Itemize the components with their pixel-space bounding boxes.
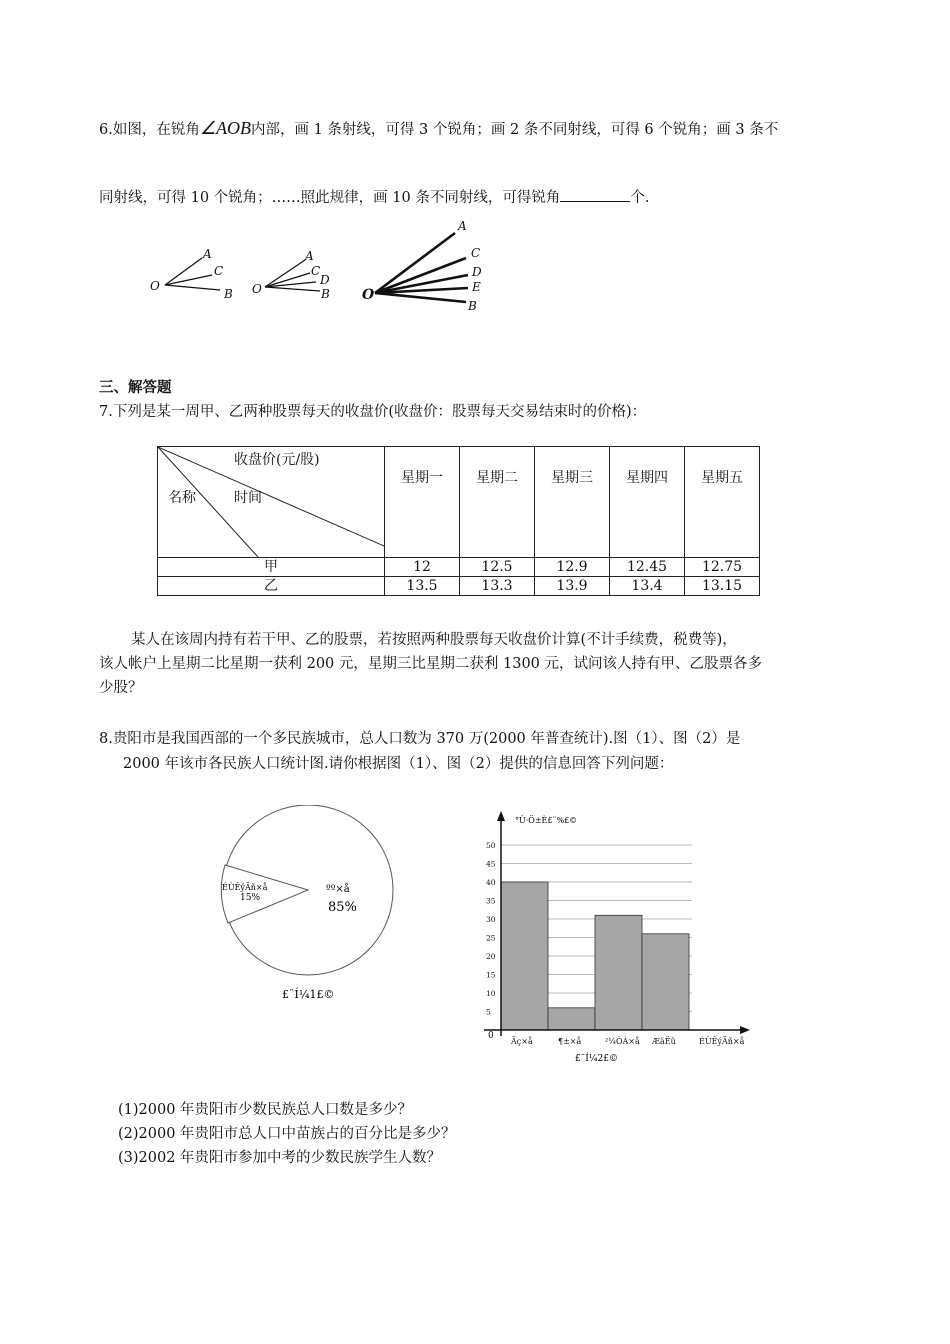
pie-pct-han: 85%: [328, 900, 357, 915]
pie-label-han: ºº×å: [326, 884, 350, 895]
price-cell: 12.75: [685, 558, 760, 577]
q6-line1: [99, 118, 778, 139]
x-tick-label: ¶±×å: [558, 1037, 582, 1046]
q6-line2-pre: 同射线，可得 10 个锐角；……照此规律，画 10 条不同射线，可得锐角: [99, 190, 561, 206]
bar-chart: [470, 808, 760, 1068]
bar-chart-caption: £¨Í¼2£©: [575, 1054, 618, 1064]
bar: [642, 934, 689, 1030]
angle-aob: ∠AOB: [199, 118, 251, 138]
fig3-e: E: [472, 280, 481, 294]
fig1-o: O: [150, 279, 160, 293]
q8-line1: 8.贵阳市是我国西部的一个多民族城市，总人口数为 370 万(2000 年普查统计).图（1）、图（2）是: [99, 731, 741, 747]
fig3-d: D: [472, 265, 482, 279]
y-tick-label: 50: [486, 841, 496, 850]
y-axis-arrow: [497, 811, 505, 821]
day-header: 星期一: [385, 447, 460, 558]
fig2-b: B: [321, 287, 330, 301]
y-tick-label: 35: [486, 896, 496, 906]
fig3-o: O: [362, 287, 375, 303]
fig2-c: C: [311, 264, 321, 278]
y-tick-label: 20: [486, 952, 496, 961]
bar: [501, 882, 548, 1030]
y-tick-label: 15: [486, 970, 496, 980]
price-cell: 12: [385, 558, 460, 577]
sub-question: (1)2000 年贵阳市少数民族总人口数是多少？: [118, 1102, 413, 1118]
angle-figure-1: [165, 258, 220, 290]
fig3-b: B: [468, 299, 477, 313]
sub-question: (2)2000 年贵阳市总人口中苗族占的百分比是多少？: [118, 1126, 456, 1142]
q7-para-line3: 少股？: [99, 680, 143, 696]
q7-para-line2: 该人帐户上星期二比星期一获利 200 元，星期三比星期二获利 1300 元，试问该人持有甲、乙股票各多: [99, 656, 763, 672]
x-axis-arrow: [740, 1026, 750, 1034]
bar: [595, 915, 642, 1030]
day-header: 星期四: [610, 447, 685, 558]
day-header: 星期五: [685, 447, 760, 558]
fig1-b: B: [224, 287, 233, 301]
q7-intro: 7.下列是某一周甲、乙两种股票每天的收盘价(收盘价：股票每天交易结束时的价格)：: [99, 404, 647, 420]
fig1-c: C: [214, 264, 224, 278]
x-tick-label: Ãç×å: [511, 1037, 533, 1046]
price-cell: 12.45: [610, 558, 685, 577]
fig2-o: O: [252, 282, 262, 296]
section-title: 三、解答题: [99, 380, 172, 396]
price-cell: 13.4: [610, 577, 685, 596]
pie-label-minority: ÉÙÊýÃñ×å: [222, 883, 268, 892]
day-header: 星期三: [535, 447, 610, 558]
row-name: 乙: [158, 577, 385, 596]
row-name: 甲: [158, 558, 385, 577]
fig2-a: A: [305, 249, 314, 263]
q6-line1-pre: 6.如图，在锐角: [99, 122, 200, 138]
q6-line2-post: 个.: [630, 190, 650, 206]
q6-line2: [99, 186, 649, 207]
x-tick-label: ÆäËû: [652, 1037, 676, 1046]
corner-left-label: 名称: [168, 490, 196, 506]
stock-table: [157, 446, 760, 596]
x-tick-label: ²¼ÒÀ×å: [605, 1037, 640, 1046]
bar-chart-title: °Ù·Ö±È£¨%£©: [515, 816, 578, 825]
corner-cell: [158, 447, 385, 558]
sub-question: (3)2002 年贵阳市参加中考的少数民族学生人数？: [118, 1150, 442, 1166]
day-header: 星期二: [460, 447, 535, 558]
fig1-a: A: [203, 247, 212, 261]
fig3-a: A: [458, 219, 467, 233]
table-row: [158, 558, 760, 577]
q7-para-line1: 某人在该周内持有若干甲、乙的股票，若按照两种股票每天收盘价计算(不计手续费，税费等)，: [131, 632, 737, 648]
answer-blank[interactable]: [560, 187, 630, 202]
pie-chart: [210, 805, 410, 1010]
fig2-d: D: [320, 273, 330, 287]
fig3-c: C: [471, 246, 481, 260]
price-cell: 12.9: [535, 558, 610, 577]
y-tick-label: 5: [486, 1007, 491, 1017]
y-tick-label: 45: [486, 859, 496, 869]
q6-line1-post: 内部，画 1 条射线，可得 3 个锐角；画 2 条不同射线，可得 6 个锐角；画 3 条不: [250, 122, 779, 138]
price-cell: 13.9: [535, 577, 610, 596]
pie-caption: £¨Í¼1£©: [282, 988, 335, 1001]
y-tick-label: 25: [486, 933, 496, 943]
price-cell: 13.3: [460, 577, 535, 596]
pie-pct-minority: 15%: [240, 893, 261, 903]
y-tick-label: 0: [488, 1031, 494, 1041]
price-cell: 13.15: [685, 577, 760, 596]
table-row: [158, 577, 760, 596]
q8-line2: 2000 年该市各民族人口统计图.请你根据图（1）、图（2）提供的信息回答下列问题：: [123, 756, 674, 772]
angle-figures: [140, 218, 500, 318]
corner-top-label: 收盘价(元/股): [234, 452, 320, 468]
y-tick-label: 40: [486, 878, 496, 887]
x-tick-label: ÉÙÊýÃñ×å: [699, 1037, 745, 1046]
corner-mid-label: 时间: [234, 490, 262, 506]
bar: [548, 1008, 595, 1030]
angle-figure-3: [375, 233, 468, 302]
price-cell: 13.5: [385, 577, 460, 596]
price-cell: 12.5: [460, 558, 535, 577]
y-tick-label: 10: [486, 989, 496, 998]
y-tick-label: 30: [486, 915, 496, 924]
